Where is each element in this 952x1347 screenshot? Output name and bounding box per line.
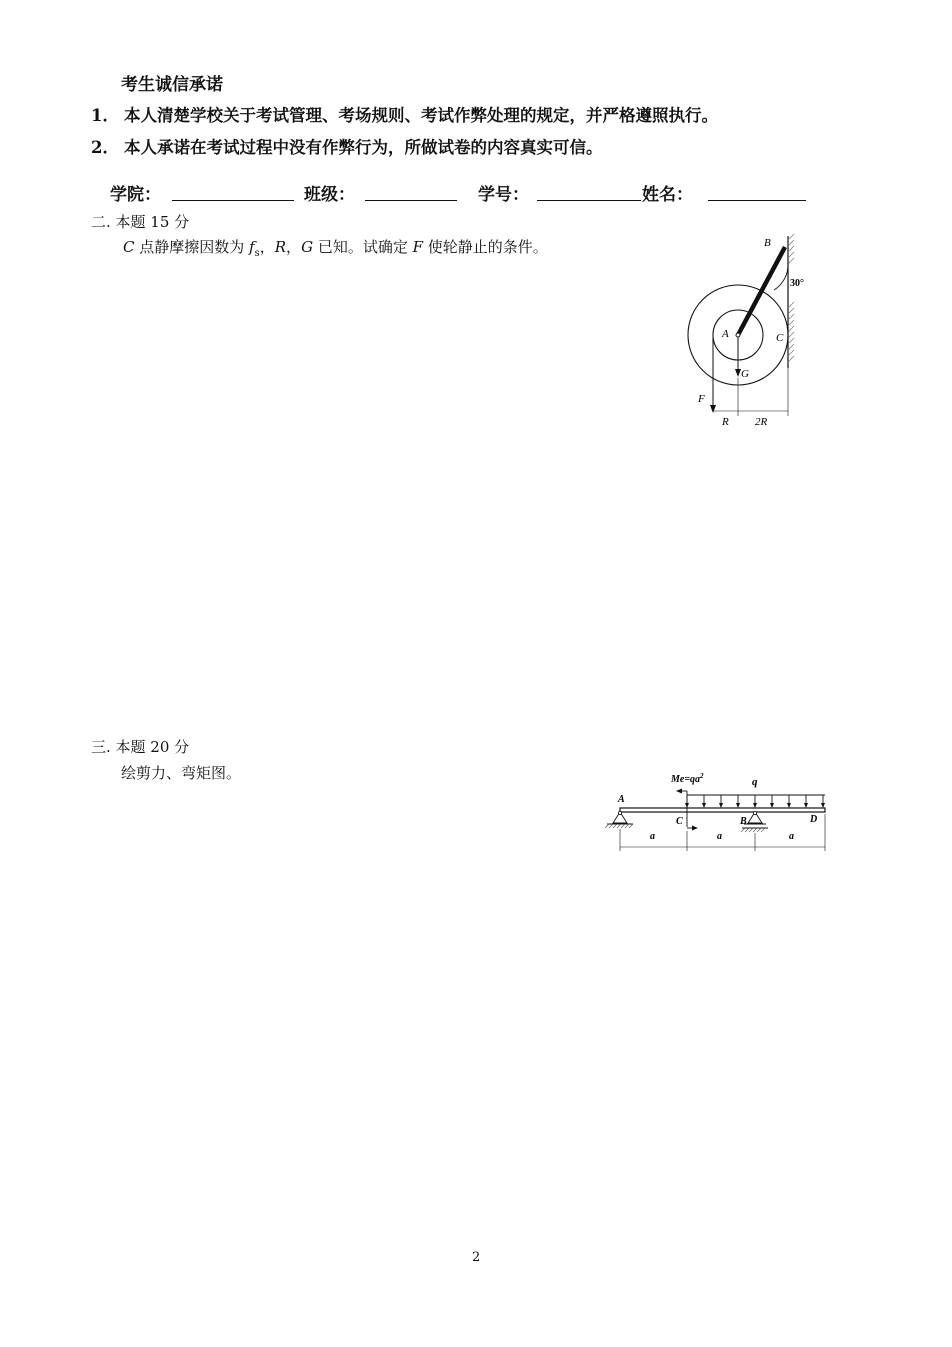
page-number: 2 — [472, 1250, 481, 1265]
force-arrowhead — [710, 405, 716, 413]
student-id-field[interactable] — [537, 200, 641, 201]
text-segment: 使轮静止的条件。 — [423, 238, 548, 256]
text-segment: 已知。试确定 — [313, 238, 413, 256]
dim-label-a: a — [650, 831, 655, 842]
text-segment: ， — [286, 238, 302, 256]
moment-label: $Me=qa^2$ — [671, 772, 704, 785]
pin-A — [618, 811, 621, 814]
pledge-number: 2． — [91, 138, 119, 157]
label-B: B — [740, 816, 747, 827]
question-2-text — [123, 236, 548, 259]
load-label-q: q — [752, 776, 758, 788]
subscript-s: s — [254, 248, 260, 259]
class-field[interactable] — [365, 200, 457, 201]
pledge-item-2 — [91, 134, 603, 158]
dim-label-a: a — [717, 831, 722, 842]
pledge-text: 本人承诺在考试过程中没有作弊行为，所做试卷的内容真实可信。 — [124, 138, 603, 157]
rod — [738, 247, 785, 335]
wall-hatch-top — [788, 234, 794, 264]
var-R: R — [274, 238, 287, 256]
label-A: A — [618, 794, 625, 805]
load-arrowheads — [685, 803, 825, 808]
label-B: B — [764, 237, 771, 249]
name-field[interactable] — [708, 200, 806, 201]
question-3-heading: 三. 本题 20 分 — [91, 738, 190, 756]
moment-arrow-top — [676, 789, 682, 794]
label-angle: 30° — [790, 278, 804, 289]
question-3-text: 绘剪力、弯矩图。 — [121, 764, 242, 782]
label-C: C — [776, 332, 784, 344]
var-G: G — [301, 238, 314, 256]
var-C: C — [123, 238, 135, 256]
label-C: C — [676, 816, 683, 827]
moment-arrow-bottom — [692, 826, 698, 831]
text-segment: 点静摩擦因数为 — [134, 238, 250, 256]
pledge-number: 1． — [91, 106, 119, 125]
pledge-item-1 — [91, 102, 718, 126]
ground-A-hatch — [605, 824, 633, 828]
dim-label-a: a — [789, 831, 794, 842]
pledge-text: 本人清楚学校关于考试管理、考场规则、考试作弊处理的规定，并严格遵照执行。 — [124, 106, 718, 125]
dim-label-R: R — [722, 416, 729, 428]
name-label: 姓名： — [642, 185, 693, 205]
label-D: D — [810, 814, 818, 825]
wheel-figure — [680, 228, 820, 433]
pin-B — [753, 811, 756, 814]
college-field[interactable] — [172, 200, 294, 201]
pledge-title: 考生诚信承诺 — [121, 75, 223, 95]
ground-B-hatch — [741, 828, 765, 832]
beam — [620, 808, 825, 812]
label-G: G — [741, 368, 749, 380]
class-label: 班级： — [304, 185, 355, 205]
college-label: 学院： — [110, 185, 161, 205]
wall-hatch-bottom — [788, 302, 794, 362]
center-pin — [736, 333, 740, 337]
label-F: F — [698, 393, 705, 405]
var-F: F — [412, 238, 424, 256]
text-segment: ， — [259, 238, 275, 256]
label-A: A — [722, 328, 729, 340]
student-id-label: 学号： — [478, 185, 529, 205]
dim-label-2R: 2R — [755, 416, 768, 428]
var-f: f — [249, 238, 255, 256]
question-2-heading: 二. 本题 15 分 — [91, 213, 190, 231]
beam-figure — [600, 765, 835, 855]
